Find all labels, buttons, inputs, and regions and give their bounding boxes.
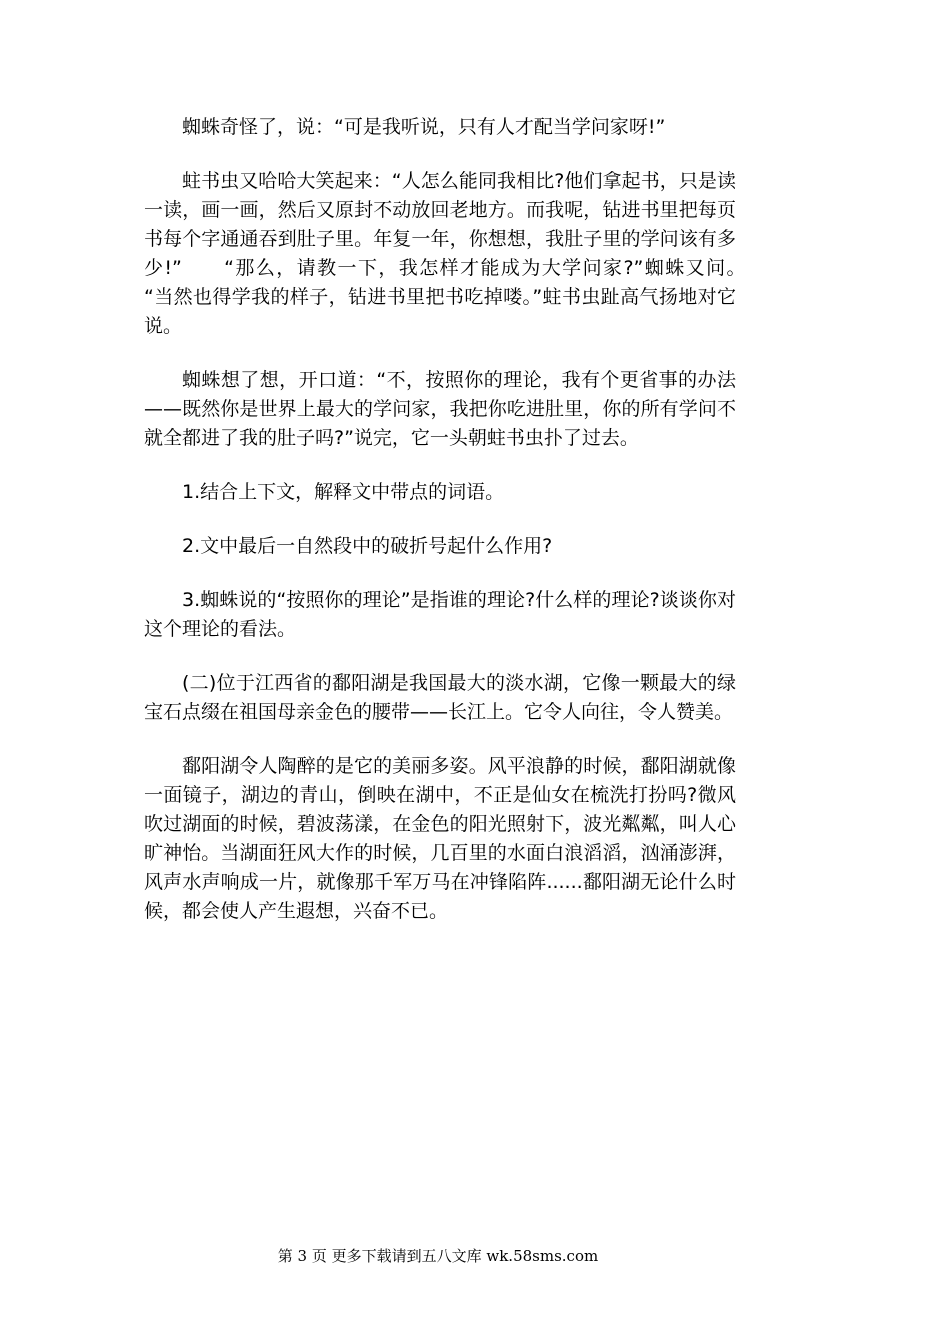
paragraph-poyang-lake-beauty: 鄱阳湖令人陶醉的是它的美丽多姿。风平浪静的时候，鄱阳湖就像一面镜子，湖边的青山，倒映在湖中，不正是仙女在梳洗打扮吗?微风吹过湖面的时候，碧波荡漾，在金色的阳光照射下，波光粼粼，叫人心旷神怡。当湖面狂风大作的时候，几百里的水面白浪滔滔，汹涌澎湃，风声水声响成一片，就像那千军万马在冲锋陷阵......鄱阳湖无论什么时候，都会使人产生遐想，兴奋不已。 xyxy=(144,755,736,922)
document-body xyxy=(144,113,775,951)
page-footer: 第 3 页 更多下载请到五八文库 wk.58sms.com xyxy=(277,1247,599,1265)
question-1: 1.结合上下文，解释文中带点的词语。 xyxy=(182,481,505,503)
paragraph-poyang-lake-intro: (二)位于江西省的鄱阳湖是我国最大的淡水湖，它像一颗最大的绿宝石点缀在祖国母亲金色的腰带——长江上。它令人向往，令人赞美。 xyxy=(144,672,736,723)
question-2: 2.文中最后一自然段中的破折号起什么作用? xyxy=(182,535,553,557)
paragraph-spider-surprised: 蜘蛛奇怪了，说：“可是我听说，只有人才配当学问家呀!” xyxy=(182,116,666,138)
paragraph-bookworm-laughs: 蛀书虫又哈哈大笑起来：“人怎么能同我相比?他们拿起书，只是读一读，画一画，然后又原封不动放回老地方。而我呢，钻进书里把每页书每个字通通吞到肚子里。年复一年，你想想，我肚子里的学问该有多少!” “那么，请教一下，我怎样才能成为大学问家?”蜘蛛又问。 “当然也得学我的样子，钻进书里把书吃掉喽。”蛀书虫趾高气扬地对它说。 xyxy=(144,170,775,337)
question-3: 3.蜘蛛说的“按照你的理论”是指谁的理论?什么样的理论?谈谈你对这个理论的看法。 xyxy=(144,589,736,640)
paragraph-spider-pounces: 蜘蛛想了想，开口道：“不，按照你的理论，我有个更省事的办法——既然你是世界上最大的学问家，我把你吃进肚里，你的所有学问不就全都进了我的肚子吗?”说完，它一头朝蛀书虫扑了过去。 xyxy=(144,369,736,449)
